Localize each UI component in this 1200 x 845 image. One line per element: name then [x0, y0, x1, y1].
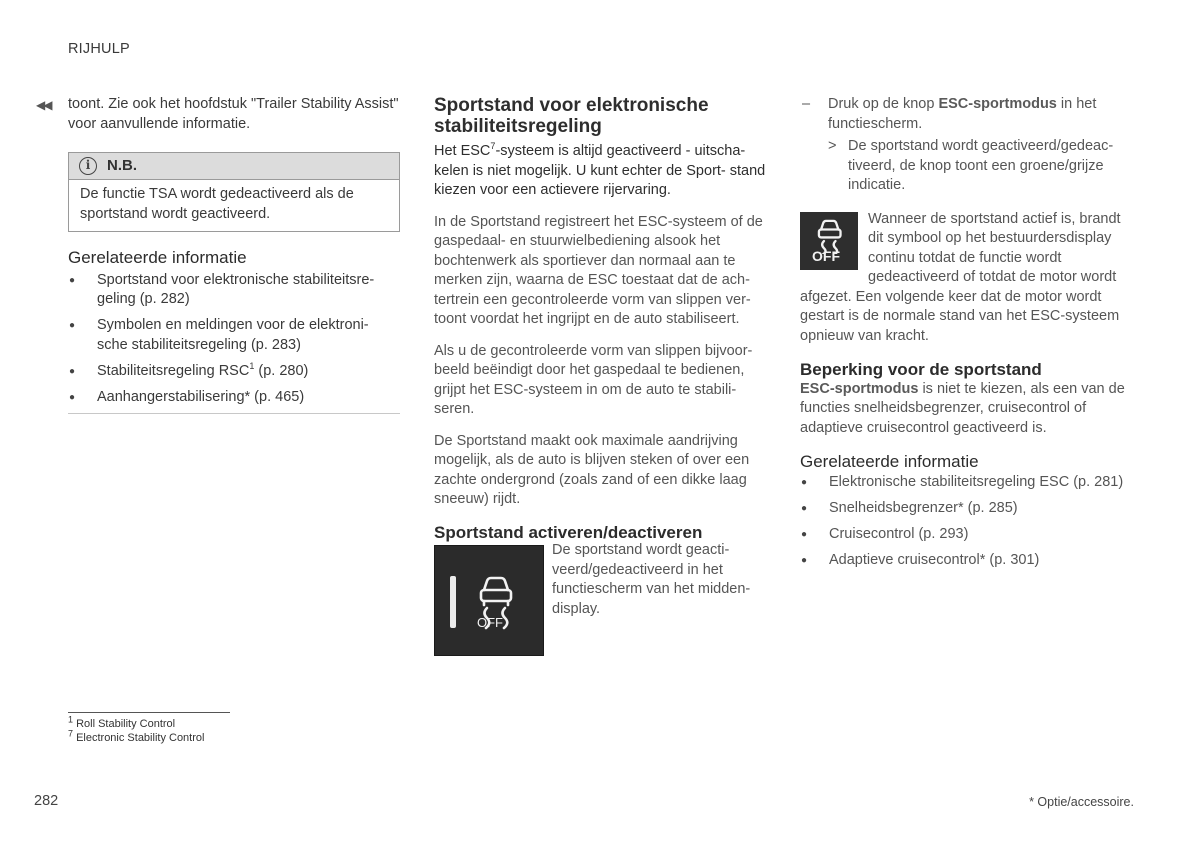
note-box: [68, 152, 400, 232]
activate-heading: Sportstand activeren/deactiveren: [434, 522, 703, 542]
button-description: De sportstand wordt geacti- veerd/gedeactiveerd in het functiescherm van het midden- display.: [552, 542, 751, 617]
info-icon: i: [79, 157, 97, 175]
related-rsc-page: (p. 280): [254, 362, 309, 379]
section-label: RIJHULP: [68, 41, 130, 57]
intro-post: -systeem is altijd geactiveerd - uitscha- kelen is niet mogelijk. U kunt echter de Sport- stand kiezen voor een actievere rijervaring.: [434, 143, 766, 198]
page-number: 282: [34, 793, 59, 809]
footnote-ref-1: 1: [249, 360, 255, 371]
footnote-7-text: Electronic Stability Control: [73, 732, 205, 744]
footnote-1: [68, 714, 176, 731]
limit-body: is niet te kiezen, als een van de functies snelheidsbegrenzer, cruisecontrol of adaptieve cruisecontrol geactiveerd is.: [800, 380, 1125, 436]
continued-icon: ◀◀: [36, 98, 51, 112]
limit-text: [800, 380, 1135, 439]
footnote-divider: [68, 712, 230, 713]
footnote-ref-7: 7: [490, 141, 496, 152]
related-rsc-text: Stabiliteitsregeling RSC: [97, 362, 250, 379]
intro-pre: Het ESC: [434, 143, 491, 159]
related-link-esc[interactable]: ● Elektronische stabiliteitsregeling ESC (p. 281): [800, 473, 1135, 493]
step-result: > De sportstand wordt geactiveerd/gedeac- tiveerd, de knop toont een groene/grijze indicatie.: [800, 137, 1135, 196]
related-heading-2: Gerelateerde informatie: [800, 452, 979, 471]
related-heading: Gerelateerde informatie: [68, 248, 247, 267]
button-off-label: OFF: [477, 615, 503, 630]
intro-paragraph: [434, 142, 766, 201]
section-title: Sportstand voor elektronische stabiliteitsregeling: [434, 95, 709, 137]
paragraph-slippen: Als u de gecontroleerde vorm van slippen bijvoor- beeld beëindigt door het gaspedaal te bedienen, grijpt het ESC-systeem in om de auto te stabili- seren.: [434, 342, 753, 417]
button-illustration-row: [434, 542, 766, 656]
note-title: N.B.: [107, 157, 137, 175]
paragraph-sportstand: In de Sportstand registreert het ESC-systeem of de gaspedaal- en stuurwielbediening alsook het bochtenwerk als sportiever dan normaal aan te merken zijn, waarna de ESC toestaat dat de ach- tertrein een gecontroleerde vorm van slippen ver- toont voordat het ingrijpt en de auto stabiliseert.: [434, 213, 763, 327]
symbol-description: Wanneer de sportstand actief is, brandt dit symbool op het bestuurdersdisplay continu totdat de functie wordt gedeactiveerd of totdat de motor wordt afgezet. Een volgende keer dat de motor wordt gestart is de normale stand van het ESC-systeem opnieuw van kracht.: [800, 210, 1121, 344]
option-note: * Optie/accessoire.: [1029, 795, 1134, 809]
footnote-7: [68, 728, 205, 745]
esc-off-button-icon: [434, 545, 544, 656]
limit-heading: Beperking voor de sportstand: [800, 360, 1042, 379]
related-link-cruisecontrol[interactable]: ● Cruisecontrol (p. 293): [800, 525, 1135, 545]
related-link-snelheidsbegrenzer[interactable]: ● Snelheidsbegrenzer* (p. 285): [800, 499, 1135, 519]
continuation-text: toont. Zie ook het hoofdstuk "Trailer Stability Assist" voor aanvullende informatie.: [68, 96, 399, 132]
esc-off-symbol-icon: [800, 212, 858, 270]
related-link-adaptieve-cruisecontrol[interactable]: ● Adaptieve cruisecontrol* (p. 301): [800, 551, 1135, 571]
step-pre: Druk op de knop: [828, 96, 939, 112]
related-link-rsc[interactable]: [68, 362, 400, 382]
step-post: in het functiescherm.: [828, 96, 1097, 132]
paragraph-aandrijving: De Sportstand maakt ook maximale aandrijving mogelijk, als de auto is blijven steken of over een zachte ondergrond (zoals zand of een dikke laag sneeuw) rijdt.: [434, 432, 750, 507]
column-1: [68, 95, 400, 414]
column-2: [434, 95, 766, 656]
instruction-step: [800, 95, 1135, 134]
note-header: [69, 153, 399, 180]
related-link-symbolen[interactable]: ● Symbolen en meldingen voor de elektroni- sche stabiliteitsregeling (p. 283): [68, 316, 400, 355]
indicator-led: [450, 576, 456, 628]
related-link-sportstand[interactable]: ● Sportstand voor elektronische stabiliteitsre- geling (p. 282): [68, 271, 400, 310]
related-link-aanhanger[interactable]: ● Aanhangerstabilisering* (p. 465): [68, 388, 400, 408]
footnote-7-num: 7: [68, 728, 74, 739]
symbol-description-block: [800, 210, 1135, 347]
footnote-1-num: 1: [68, 714, 74, 725]
symbol-off-label: OFF: [812, 247, 840, 264]
column-3: [800, 95, 1135, 577]
limit-esc-sportmodus-label: ESC-sportmodus: [800, 380, 919, 397]
related-list: [68, 271, 400, 408]
related-list-2: [800, 473, 1135, 571]
esc-sportmodus-label: ESC-sportmodus: [938, 96, 1057, 112]
footnote-1-text: Roll Stability Control: [73, 718, 176, 730]
column-1-divider: [68, 413, 400, 414]
note-text: De functie TSA wordt gedeactiveerd als de sportstand wordt geactiveerd.: [80, 186, 354, 222]
